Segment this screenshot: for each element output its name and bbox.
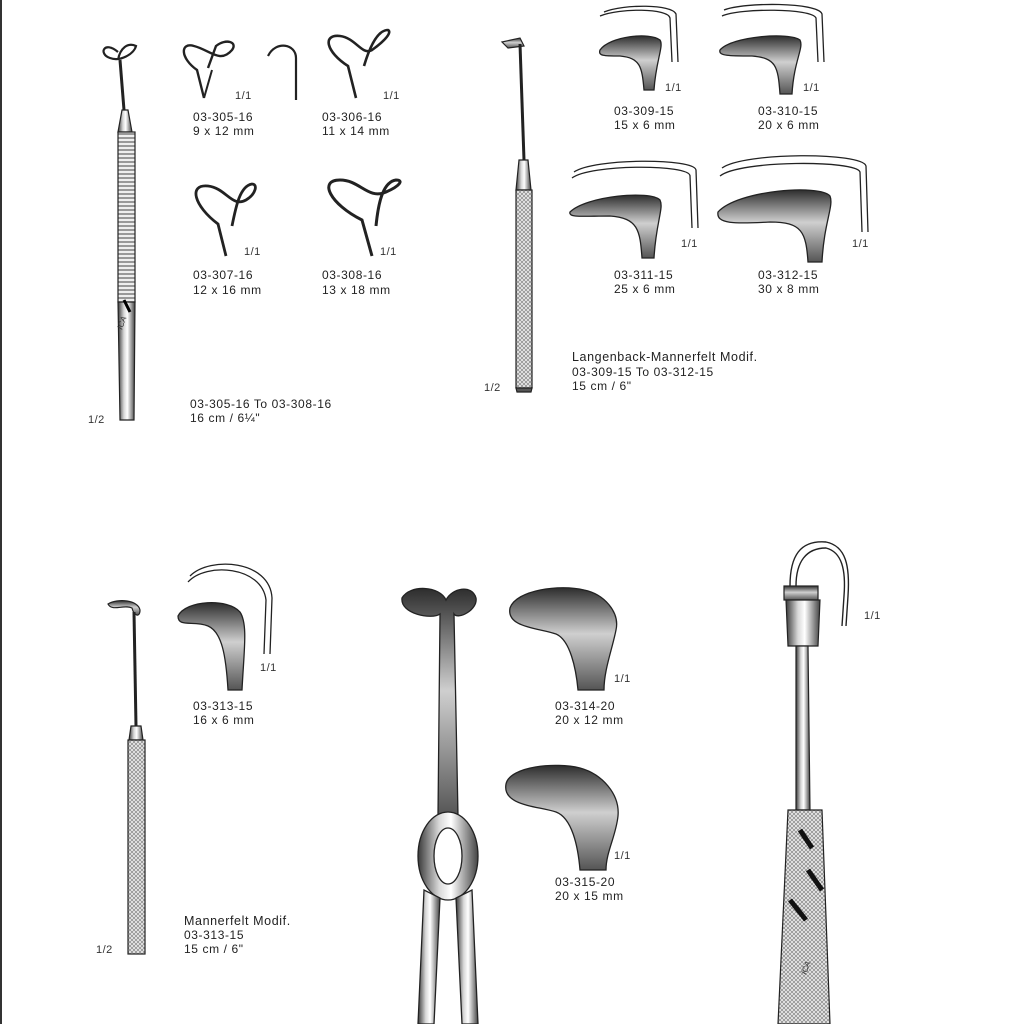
product-code: 03-313-15 [184, 928, 245, 942]
tip-03-314-20 [510, 588, 617, 690]
tip-03-308-16 [329, 180, 400, 256]
handle-logo-a: ICA [115, 315, 129, 331]
scale-label: 1/1 [260, 662, 277, 674]
length-label: 16 cm / 6¼" [190, 411, 261, 425]
tip-03-306-16 [329, 30, 390, 98]
scale-label: 1/1 [681, 238, 698, 250]
tip-profile-03-305 [268, 46, 296, 100]
length-label: 15 cm / 6" [184, 942, 244, 956]
range-label: 03-305-16 To 03-308-16 [190, 397, 332, 411]
scale-label: 1/1 [665, 82, 682, 94]
scale-label: 1/1 [614, 850, 631, 862]
item-code: 03-311-15 [614, 268, 674, 282]
item-code: 03-309-15 [614, 104, 675, 118]
scale-label: 1/1 [383, 90, 400, 102]
length-label: 15 cm / 6" [572, 379, 632, 393]
scale-label: 1/1 [852, 238, 869, 250]
scale-label: 1/1 [614, 673, 631, 685]
item-size: 20 x 6 mm [758, 118, 820, 132]
handle-logo-e: ICA [799, 960, 813, 976]
tip-03-315-20 [506, 765, 618, 870]
item-size: 20 x 12 mm [555, 713, 624, 727]
item-code: 03-315-20 [555, 875, 616, 889]
instrument-a-handle [104, 45, 136, 420]
scale-label: 1/1 [864, 610, 881, 622]
instrument-e-body [778, 542, 848, 1024]
item-size: 30 x 8 mm [758, 282, 820, 296]
item-size: 9 x 12 mm [193, 124, 255, 138]
item-size: 13 x 18 mm [322, 283, 391, 297]
product-name: Langenback-Mannerfelt Modif. [572, 350, 758, 364]
item-code: 03-310-15 [758, 104, 819, 118]
tip-03-313-15 [178, 564, 272, 690]
scale-label: 1/1 [380, 246, 397, 258]
item-size: 16 x 6 mm [193, 713, 255, 727]
item-code: 03-305-16 [193, 110, 254, 124]
scale-label: 1/1 [244, 246, 261, 258]
item-size: 25 x 6 mm [614, 282, 676, 296]
item-code: 03-306-16 [322, 110, 383, 124]
item-code: 03-312-15 [758, 268, 819, 282]
item-code: 03-314-20 [555, 699, 616, 713]
instrument-b-handle [502, 38, 532, 392]
range-label: 03-309-15 To 03-312-15 [572, 365, 714, 379]
product-name: Mannerfelt Modif. [184, 914, 291, 928]
scale-label: 1/1 [235, 90, 252, 102]
tip-03-312-15 [718, 156, 868, 262]
instrument-c-handle [108, 601, 145, 954]
item-code: 03-308-16 [322, 268, 383, 282]
tip-03-311-15 [570, 161, 698, 258]
item-size: 11 x 14 mm [322, 124, 390, 138]
item-code: 03-313-15 [193, 699, 254, 713]
item-size: 15 x 6 mm [614, 118, 676, 132]
item-size: 12 x 16 mm [193, 283, 262, 297]
handle-scale-label: 1/2 [484, 382, 501, 394]
tip-03-309-15 [600, 6, 678, 90]
item-code: 03-307-16 [193, 268, 254, 282]
instrument-d-body [402, 588, 478, 1024]
handle-scale-label: 1/2 [96, 944, 113, 956]
tip-03-305-16 [184, 42, 234, 98]
handle-scale-label: 1/2 [88, 414, 105, 426]
item-size: 20 x 15 mm [555, 889, 624, 903]
scale-label: 1/1 [803, 82, 820, 94]
tip-03-310-15 [720, 4, 824, 94]
